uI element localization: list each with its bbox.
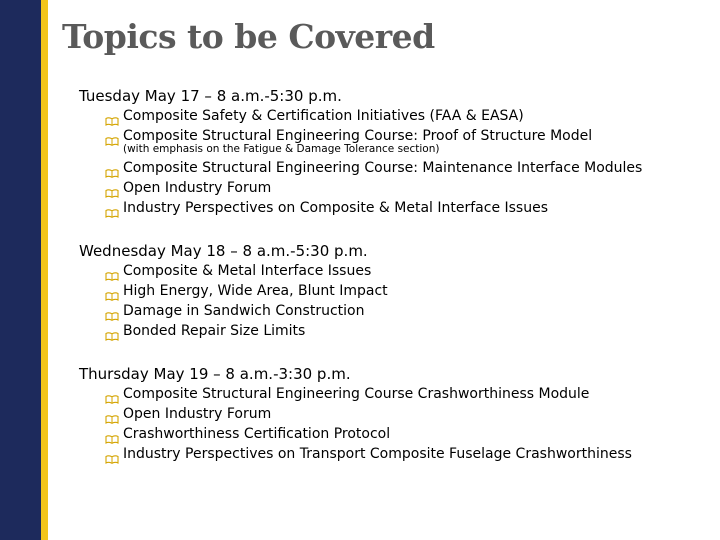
topic-item xyxy=(103,321,709,341)
topic-text: Composite Safety & Certification Initiatives (FAA & EASA) xyxy=(123,108,524,124)
book-icon xyxy=(105,327,119,336)
book-icon xyxy=(105,410,119,419)
topic-item xyxy=(103,126,709,146)
topic-item xyxy=(103,444,709,464)
topic-item xyxy=(103,424,709,444)
topic-text: Crashworthiness Certification Protocol xyxy=(123,426,391,442)
topic-text: Damage in Sandwich Construction xyxy=(123,303,365,319)
topic-item xyxy=(103,106,709,126)
book-icon xyxy=(105,164,119,173)
topic-list xyxy=(79,384,709,464)
topic-text: Composite Structural Engineering Course: Proof of Structure Model xyxy=(123,128,593,144)
slide-title: Topics to be Covered xyxy=(62,17,435,56)
topic-item xyxy=(103,198,709,218)
topic-item xyxy=(103,404,709,424)
topic-note: (with emphasis on the Fatigue & Damage Tolerance section) xyxy=(123,143,440,155)
book-icon xyxy=(105,267,119,276)
topic-item xyxy=(103,281,709,301)
book-icon xyxy=(105,204,119,213)
book-icon xyxy=(105,430,119,439)
topic-item xyxy=(103,158,709,178)
topic-text: High Energy, Wide Area, Blunt Impact xyxy=(123,283,388,299)
topic-text: Open Industry Forum xyxy=(123,406,272,422)
topic-item xyxy=(103,261,709,281)
book-icon xyxy=(105,112,119,121)
topic-text: Composite & Metal Interface Issues xyxy=(123,263,372,279)
topic-item xyxy=(103,178,709,198)
book-icon xyxy=(105,390,119,399)
day-heading: Wednesday May 18 – 8 a.m.-5:30 p.m. xyxy=(79,242,368,260)
topic-text: Bonded Repair Size Limits xyxy=(123,323,306,339)
day-heading: Thursday May 19 – 8 a.m.-3:30 p.m. xyxy=(79,365,351,383)
day-section xyxy=(79,364,709,464)
day-heading: Tuesday May 17 – 8 a.m.-5:30 p.m. xyxy=(79,87,342,105)
topic-item xyxy=(103,301,709,321)
agenda-content xyxy=(79,86,709,487)
topic-text: Open Industry Forum xyxy=(123,180,272,196)
topic-item xyxy=(103,384,709,404)
left-navy-band xyxy=(0,0,41,540)
topic-text: Composite Structural Engineering Course Crashworthiness Module xyxy=(123,386,590,402)
day-section xyxy=(79,86,709,218)
topic-text: Composite Structural Engineering Course: Maintenance Interface Modules xyxy=(123,160,643,176)
topic-list xyxy=(79,261,709,341)
topic-list xyxy=(79,106,709,218)
book-icon xyxy=(105,307,119,316)
book-icon xyxy=(105,184,119,193)
topic-text: Industry Perspectives on Transport Composite Fuselage Crashworthiness xyxy=(123,446,632,462)
left-gold-band xyxy=(41,0,48,540)
book-icon xyxy=(105,132,119,141)
book-icon xyxy=(105,287,119,296)
topic-text: Industry Perspectives on Composite & Metal Interface Issues xyxy=(123,200,549,216)
book-icon xyxy=(105,450,119,459)
day-section xyxy=(79,241,709,341)
